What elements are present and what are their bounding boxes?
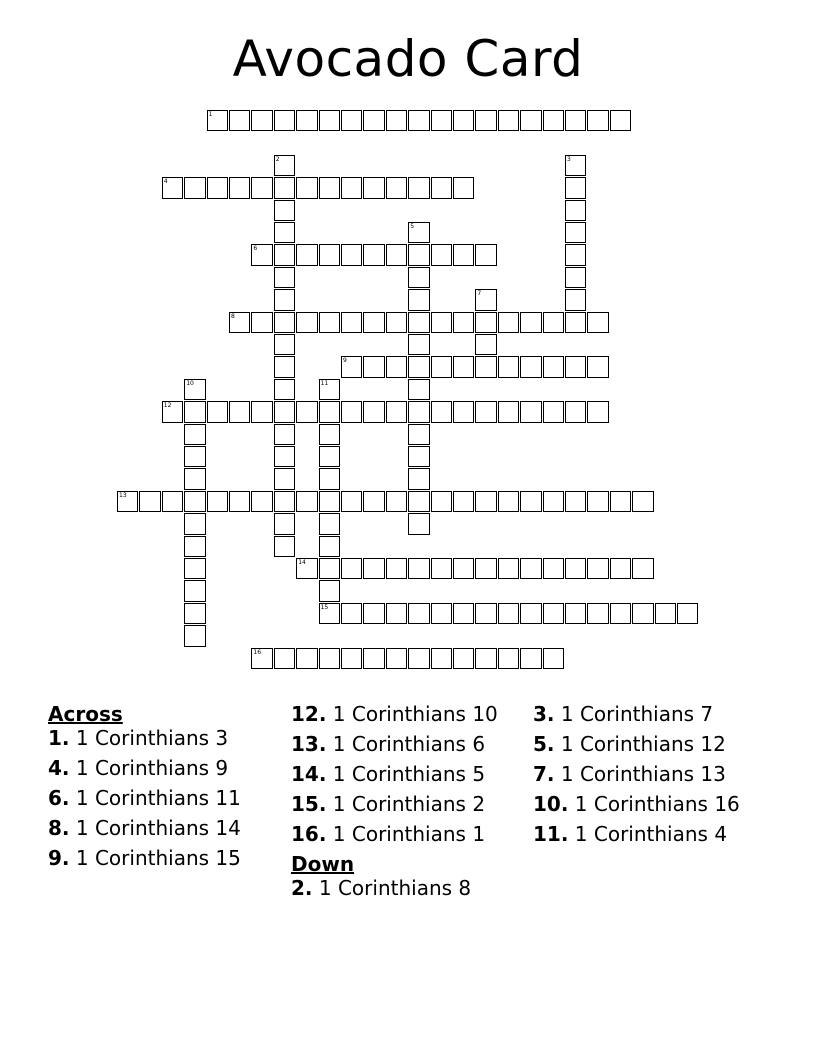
grid-cell[interactable] [475, 334, 496, 355]
clue-column-3 [533, 702, 748, 852]
grid-cell[interactable] [251, 401, 272, 422]
clue-item [48, 726, 268, 750]
clue-item [291, 876, 516, 900]
clue-item-text: 1 Corinthians 16 [574, 792, 740, 816]
grid-cell[interactable] [408, 491, 429, 512]
clue-column-2 [291, 702, 516, 906]
grid-cell[interactable] [431, 401, 452, 422]
grid-cell[interactable] [408, 267, 429, 288]
grid-cell[interactable] [565, 312, 586, 333]
heading-across: Across [48, 702, 123, 726]
grid-cell[interactable] [453, 603, 474, 624]
grid-cell[interactable] [386, 177, 407, 198]
grid-cell[interactable] [543, 110, 564, 131]
grid-cell[interactable] [475, 401, 496, 422]
clue-item-text: 1 Corinthians 10 [332, 702, 498, 726]
clue-item [48, 846, 268, 870]
grid-cell[interactable] [229, 177, 250, 198]
grid-cell[interactable] [475, 356, 496, 377]
grid-cell[interactable] [251, 244, 272, 265]
grid-cell[interactable] [386, 244, 407, 265]
puzzle-title: Avocado Card [232, 30, 584, 88]
grid-cell[interactable] [229, 312, 250, 333]
grid-cell[interactable] [319, 312, 340, 333]
grid-cell[interactable] [408, 356, 429, 377]
grid-cell[interactable] [565, 401, 586, 422]
grid-cell[interactable] [565, 267, 586, 288]
grid-cell[interactable] [408, 401, 429, 422]
grid-cell[interactable] [319, 177, 340, 198]
grid-cell[interactable] [207, 110, 228, 131]
grid-cell[interactable] [498, 603, 519, 624]
grid-cell[interactable] [319, 580, 340, 601]
grid-cell[interactable] [655, 603, 676, 624]
grid-cell[interactable] [520, 491, 541, 512]
grid-cell[interactable] [431, 491, 452, 512]
grid-cell[interactable] [587, 401, 608, 422]
grid-cell[interactable] [274, 244, 295, 265]
grid-cell[interactable] [319, 491, 340, 512]
grid-cell[interactable] [632, 603, 653, 624]
grid-cell[interactable] [229, 491, 250, 512]
clue-item-text: 1 Corinthians 6 [332, 732, 486, 756]
grid-cell[interactable] [184, 468, 205, 489]
grid-cell[interactable] [408, 379, 429, 400]
grid-cell[interactable] [453, 244, 474, 265]
grid-cell[interactable] [431, 648, 452, 669]
grid-cell[interactable] [431, 558, 452, 579]
grid-cell[interactable] [274, 356, 295, 377]
grid-cell[interactable] [341, 244, 362, 265]
clue-number: 14 [298, 559, 306, 566]
clue-item-number: 9. [48, 846, 70, 870]
grid-cell[interactable] [453, 312, 474, 333]
grid-cell[interactable] [319, 536, 340, 557]
grid-cell[interactable] [319, 648, 340, 669]
grid-cell[interactable] [341, 558, 362, 579]
grid-cell[interactable] [565, 356, 586, 377]
clue-item-text: 1 Corinthians 1 [332, 822, 486, 846]
grid-cell[interactable] [207, 401, 228, 422]
grid-cell[interactable] [587, 558, 608, 579]
clue-item-number: 10. [533, 792, 569, 816]
grid-cell[interactable] [319, 513, 340, 534]
grid-cell[interactable] [543, 603, 564, 624]
grid-cell[interactable] [162, 491, 183, 512]
grid-cell[interactable] [363, 648, 384, 669]
grid-cell[interactable] [386, 648, 407, 669]
grid-cell[interactable] [363, 110, 384, 131]
clue-item-number: 7. [533, 762, 555, 786]
grid-cell[interactable] [341, 356, 362, 377]
grid-cell[interactable] [565, 155, 586, 176]
grid-cell[interactable] [274, 155, 295, 176]
grid-cell[interactable] [498, 312, 519, 333]
clue-item-text: 1 Corinthians 5 [332, 762, 486, 786]
grid-cell[interactable] [296, 491, 317, 512]
clue-number: 12 [163, 402, 172, 410]
grid-cell[interactable] [319, 401, 340, 422]
grid-cell[interactable] [565, 177, 586, 198]
grid-cell[interactable] [587, 491, 608, 512]
grid-cell[interactable] [363, 312, 384, 333]
grid-cell[interactable] [498, 648, 519, 669]
grid-cell[interactable] [184, 491, 205, 512]
clue-item [533, 762, 748, 786]
clue-item-text: 1 Corinthians 2 [332, 792, 486, 816]
clue-item [533, 732, 748, 756]
grid-cell[interactable] [274, 379, 295, 400]
grid-cell[interactable] [341, 312, 362, 333]
grid-cell[interactable] [251, 177, 272, 198]
grid-cell[interactable] [610, 558, 631, 579]
grid-cell[interactable] [520, 401, 541, 422]
grid-cell[interactable] [251, 312, 272, 333]
grid-cell[interactable] [610, 603, 631, 624]
clue-item-text: 1 Corinthians 4 [574, 822, 728, 846]
grid-cell[interactable] [408, 558, 429, 579]
grid-cell[interactable] [296, 401, 317, 422]
clue-item-number: 11. [533, 822, 569, 846]
grid-cell[interactable] [565, 289, 586, 310]
clue-item-text: 1 Corinthians 7 [560, 702, 714, 726]
grid-cell[interactable] [475, 110, 496, 131]
grid-cell[interactable] [520, 356, 541, 377]
grid-cell[interactable] [520, 110, 541, 131]
grid-cell[interactable] [296, 648, 317, 669]
grid-cell[interactable] [229, 110, 250, 131]
grid-cell[interactable] [565, 244, 586, 265]
grid-cell[interactable] [543, 648, 564, 669]
grid-cell[interactable] [319, 424, 340, 445]
clue-item-number: 15. [291, 792, 327, 816]
clue-item-text: 1 Corinthians 14 [75, 816, 241, 840]
grid-cell[interactable] [408, 312, 429, 333]
clue-number: 13 [119, 491, 127, 499]
grid-cell[interactable] [386, 558, 407, 579]
grid-cell[interactable] [363, 356, 384, 377]
grid-cell[interactable] [251, 491, 272, 512]
grid-cell[interactable] [184, 603, 205, 624]
clue-item-text: 1 Corinthians 11 [75, 786, 241, 810]
grid-cell[interactable] [319, 244, 340, 265]
grid-cell[interactable] [543, 491, 564, 512]
grid-cell[interactable] [408, 446, 429, 467]
clue-number: 10 [186, 379, 194, 387]
heading-down: Down [291, 852, 355, 876]
clue-item-text: 1 Corinthians 8 [318, 876, 472, 900]
grid-cell[interactable] [386, 110, 407, 131]
grid-cell[interactable] [543, 558, 564, 579]
grid-cell[interactable] [565, 491, 586, 512]
grid-cell[interactable] [520, 648, 541, 669]
grid-cell[interactable] [229, 401, 250, 422]
clue-item-text: 1 Corinthians 9 [75, 756, 229, 780]
grid-cell[interactable] [498, 491, 519, 512]
grid-cell[interactable] [565, 110, 586, 131]
clue-item [291, 732, 516, 756]
grid-cell[interactable] [184, 536, 205, 557]
grid-cell[interactable] [184, 580, 205, 601]
clue-number: 6 [253, 245, 258, 253]
grid-cell[interactable] [475, 491, 496, 512]
grid-cell[interactable] [274, 334, 295, 355]
grid-cell[interactable] [251, 110, 272, 131]
clue-item [291, 702, 516, 726]
grid-cell[interactable] [475, 603, 496, 624]
grid-cell[interactable] [520, 558, 541, 579]
clue-item-text: 1 Corinthians 3 [75, 726, 229, 750]
grid-cell[interactable] [274, 289, 295, 310]
grid-cell[interactable] [498, 558, 519, 579]
clue-item [48, 786, 268, 810]
grid-cell[interactable] [341, 648, 362, 669]
grid-cell[interactable] [587, 603, 608, 624]
clue-item-number: 3. [533, 702, 555, 726]
grid-cell[interactable] [319, 468, 340, 489]
grid-cell[interactable] [677, 603, 698, 624]
grid-cell[interactable] [453, 491, 474, 512]
grid-cell[interactable] [520, 312, 541, 333]
grid-cell[interactable] [543, 312, 564, 333]
clue-item-number: 12. [291, 702, 327, 726]
grid-cell[interactable] [408, 468, 429, 489]
clue-item [291, 792, 516, 816]
clue-list [0, 702, 816, 1002]
grid-cell[interactable] [319, 379, 340, 400]
grid-cell[interactable] [341, 491, 362, 512]
clue-item [48, 816, 268, 840]
grid-cell[interactable] [363, 401, 384, 422]
grid-cell[interactable] [274, 401, 295, 422]
clue-item-text: 1 Corinthians 15 [75, 846, 241, 870]
grid-cell[interactable] [341, 401, 362, 422]
grid-cell[interactable] [408, 289, 429, 310]
clue-number: 1 [208, 111, 213, 118]
grid-cell[interactable] [184, 558, 205, 579]
clue-item-number: 6. [48, 786, 70, 810]
grid-cell[interactable] [139, 491, 160, 512]
grid-cell[interactable] [408, 424, 429, 445]
clue-item [533, 702, 748, 726]
clue-item-number: 5. [533, 732, 555, 756]
clue-item-number: 1. [48, 726, 70, 750]
grid-cell[interactable] [565, 222, 586, 243]
grid-cell[interactable] [587, 356, 608, 377]
clue-item-number: 16. [291, 822, 327, 846]
grid-cell[interactable] [431, 312, 452, 333]
clue-item-number: 4. [48, 756, 70, 780]
grid-cell[interactable] [565, 603, 586, 624]
grid-cell[interactable] [453, 356, 474, 377]
grid-cell[interactable] [386, 491, 407, 512]
grid-cell[interactable] [475, 289, 496, 310]
grid-cell[interactable] [296, 244, 317, 265]
grid-cell[interactable] [498, 401, 519, 422]
grid-cell[interactable] [274, 491, 295, 512]
clue-number: 4 [163, 178, 168, 186]
grid-cell[interactable] [184, 424, 205, 445]
clue-item-text: 1 Corinthians 12 [560, 732, 726, 756]
grid-cell[interactable] [431, 177, 452, 198]
clue-number: 3 [567, 155, 571, 163]
grid-cell[interactable] [274, 222, 295, 243]
clue-number: 7 [477, 290, 482, 298]
grid-cell[interactable] [408, 648, 429, 669]
grid-cell[interactable] [184, 625, 205, 646]
grid-cell[interactable] [431, 356, 452, 377]
grid-cell[interactable] [543, 356, 564, 377]
grid-cell[interactable] [632, 491, 653, 512]
grid-cell[interactable] [319, 603, 340, 624]
grid-cell[interactable] [610, 110, 631, 131]
grid-cell[interactable] [408, 603, 429, 624]
grid-cell[interactable] [632, 558, 653, 579]
grid-cell[interactable] [431, 603, 452, 624]
clue-number: 11 [320, 379, 329, 387]
grid-cell[interactable] [274, 110, 295, 131]
clue-number: 8 [231, 312, 235, 320]
grid-cell[interactable] [408, 177, 429, 198]
grid-cell[interactable] [498, 110, 519, 131]
clue-item [533, 822, 748, 846]
grid-cell[interactable] [565, 558, 586, 579]
grid-cell[interactable] [341, 603, 362, 624]
grid-cell[interactable] [319, 110, 340, 131]
grid-cell[interactable] [319, 446, 340, 467]
clue-item [291, 762, 516, 786]
grid-cell[interactable] [408, 244, 429, 265]
grid-cell[interactable] [207, 491, 228, 512]
grid-cell[interactable] [296, 558, 317, 579]
grid-cell[interactable] [184, 379, 205, 400]
clue-number: 9 [343, 357, 347, 365]
grid-cell[interactable] [363, 244, 384, 265]
clue-item-number: 14. [291, 762, 327, 786]
grid-cell[interactable] [475, 648, 496, 669]
grid-cell[interactable] [117, 491, 138, 512]
grid-cell[interactable] [520, 603, 541, 624]
clue-item [291, 822, 516, 846]
grid-cell[interactable] [453, 401, 474, 422]
clue-item-number: 13. [291, 732, 327, 756]
grid-cell[interactable] [162, 177, 183, 198]
clue-item-text: 1 Corinthians 13 [560, 762, 726, 786]
grid-cell[interactable] [184, 401, 205, 422]
grid-cell[interactable] [274, 177, 295, 198]
grid-cell[interactable] [274, 536, 295, 557]
grid-cell[interactable] [408, 110, 429, 131]
grid-cell[interactable] [363, 177, 384, 198]
grid-cell[interactable] [453, 558, 474, 579]
grid-cell[interactable] [386, 603, 407, 624]
grid-cell[interactable] [453, 648, 474, 669]
grid-cell[interactable] [475, 312, 496, 333]
clue-item-number: 8. [48, 816, 70, 840]
clue-item-number: 2. [291, 876, 313, 900]
grid-cell[interactable] [274, 446, 295, 467]
grid-cell[interactable] [386, 356, 407, 377]
grid-cell[interactable] [207, 177, 228, 198]
grid-cell[interactable] [296, 110, 317, 131]
grid-cell[interactable] [319, 558, 340, 579]
grid-cell[interactable] [431, 244, 452, 265]
grid-cell[interactable] [363, 558, 384, 579]
grid-cell[interactable] [251, 648, 272, 669]
grid-cell[interactable] [453, 177, 474, 198]
grid-cell[interactable] [565, 200, 586, 221]
grid-cell[interactable] [162, 401, 183, 422]
grid-cell[interactable] [274, 468, 295, 489]
grid-cell[interactable] [341, 177, 362, 198]
grid-cell[interactable] [475, 244, 496, 265]
grid-cell[interactable] [274, 312, 295, 333]
grid-cell[interactable] [587, 312, 608, 333]
clue-column-1 [48, 702, 268, 876]
clue-number: 2 [275, 155, 280, 163]
clue-item [533, 792, 748, 816]
grid-cell[interactable] [184, 446, 205, 467]
clue-item [48, 756, 268, 780]
grid-cell[interactable] [408, 334, 429, 355]
grid-cell[interactable] [453, 110, 474, 131]
grid-cell[interactable] [341, 110, 362, 131]
grid-cell[interactable] [386, 312, 407, 333]
grid-cell[interactable] [386, 401, 407, 422]
grid-cell[interactable] [431, 110, 452, 131]
grid-cell[interactable] [498, 356, 519, 377]
clue-number: 5 [410, 223, 415, 230]
grid-cell[interactable] [274, 513, 295, 534]
grid-cell[interactable] [543, 401, 564, 422]
grid-cell[interactable] [408, 513, 429, 534]
grid-cell[interactable] [587, 110, 608, 131]
clue-number: 15 [320, 603, 329, 611]
grid-cell[interactable] [610, 491, 631, 512]
clue-number: 16 [253, 648, 262, 656]
grid-cell[interactable] [274, 648, 295, 669]
grid-cell[interactable] [274, 200, 295, 221]
grid-cell[interactable] [363, 491, 384, 512]
grid-cell[interactable] [184, 177, 205, 198]
grid-cell[interactable] [363, 603, 384, 624]
grid-cell[interactable] [475, 558, 496, 579]
grid-cell[interactable] [274, 424, 295, 445]
grid-cell[interactable] [184, 513, 205, 534]
grid-cell[interactable] [274, 267, 295, 288]
grid-cell[interactable] [296, 312, 317, 333]
grid-cell[interactable] [296, 177, 317, 198]
grid-cell[interactable] [408, 222, 429, 243]
